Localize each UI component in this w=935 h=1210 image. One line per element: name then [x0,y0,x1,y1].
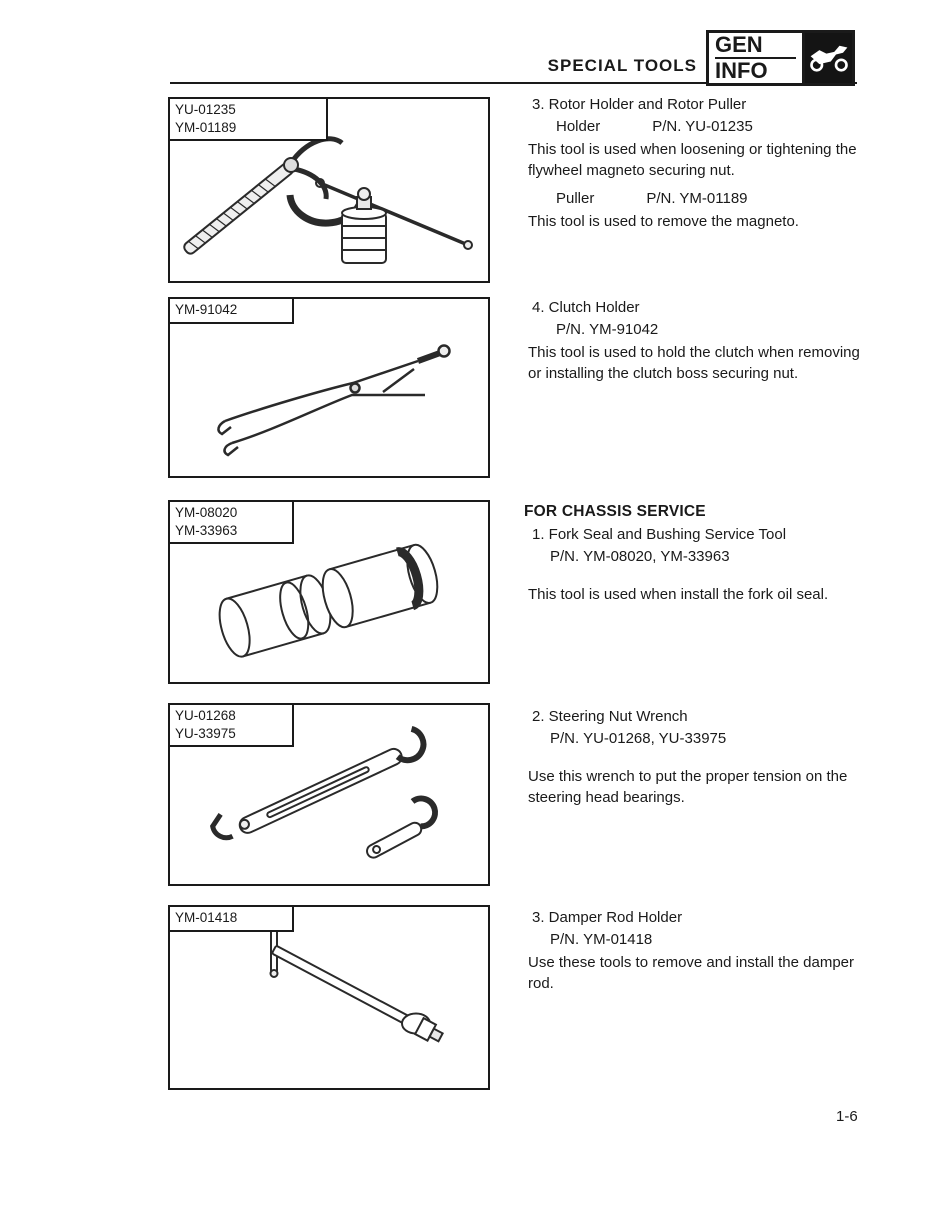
tool-heading: 3. Rotor Holder and Rotor Puller [532,96,747,113]
part-number: YU-01235 [175,102,236,117]
gen-info-badge [706,30,855,86]
gen-info-badge-text [709,33,802,83]
badge-gen-label: GEN [715,33,796,59]
part-number-text: P/N. YU-01235 [652,117,753,135]
section-steering-nut-wrench [524,706,864,809]
tool-figure-fork-seal [168,500,490,684]
part-number-label [170,502,294,544]
badge-info-label: INFO [715,58,768,83]
part-number: YM-01189 [175,119,237,135]
part-number: YM-01418 [175,910,238,925]
tool-sub-label: Holder [556,117,601,135]
page-number: 1-6 [836,1108,858,1125]
tool-figure-steering [168,703,490,886]
page-title: SPECIAL TOOLS [547,56,697,75]
tool-heading: 4. Clutch Holder [532,299,640,316]
tool-heading: 2. Steering Nut Wrench [532,708,688,725]
section-damper-rod-holder [524,907,864,995]
tool-heading: 1. Fork Seal and Bushing Service Tool [532,526,787,544]
tool-description: This tool is used to hold the clutch when removing or installing the clutch boss securing nut. [528,343,860,383]
part-number-text: P/N. YM-91042 [556,320,659,338]
pn-row-puller [524,188,864,210]
part-number: YU-33975 [175,725,236,741]
section-rotor-holder-puller [524,94,864,233]
tool-figure-rotor [168,97,490,283]
motorcycle-icon [802,33,852,83]
part-number-label [170,705,294,747]
tool-sub-label: Puller [556,190,595,207]
tool-description: This tool is used when install the fork oil seal. [528,585,829,603]
tool-description: This tool is used when loosening or tightening the flywheel magneto securing nut. [528,140,857,180]
tool-description: Use these tools to remove and install the damper rod. [528,953,855,993]
section-fork-seal-tool [524,501,864,606]
part-number-label [170,907,294,932]
part-number: YU-01268 [175,708,236,723]
chassis-service-heading: FOR CHASSIS SERVICE [524,503,706,520]
tool-heading: 3. Damper Rod Holder [532,909,683,926]
tool-description: Use this wrench to put the proper tension on the steering head bearings. [528,767,848,807]
clutch-holder-illustration [170,299,488,476]
pn-row-holder [524,116,864,138]
tool-description: This tool is used to remove the magneto. [528,212,799,230]
part-number: YM-33963 [175,522,238,538]
part-number-text: P/N. YM-01418 [550,930,653,948]
part-number-label [170,99,328,141]
part-number-text: P/N. YM-01189 [646,190,748,207]
section-clutch-holder [524,297,864,385]
damper-rod-holder-illustration [170,907,488,1088]
part-number: YM-91042 [175,302,238,317]
part-number: YM-08020 [175,505,238,520]
part-number-label [170,299,294,324]
part-number-text: P/N. YM-08020, YM-33963 [550,548,730,566]
part-number-text: P/N. YU-01268, YU-33975 [550,729,727,747]
tool-figure-clutch [168,297,490,478]
tool-figure-damper [168,905,490,1090]
